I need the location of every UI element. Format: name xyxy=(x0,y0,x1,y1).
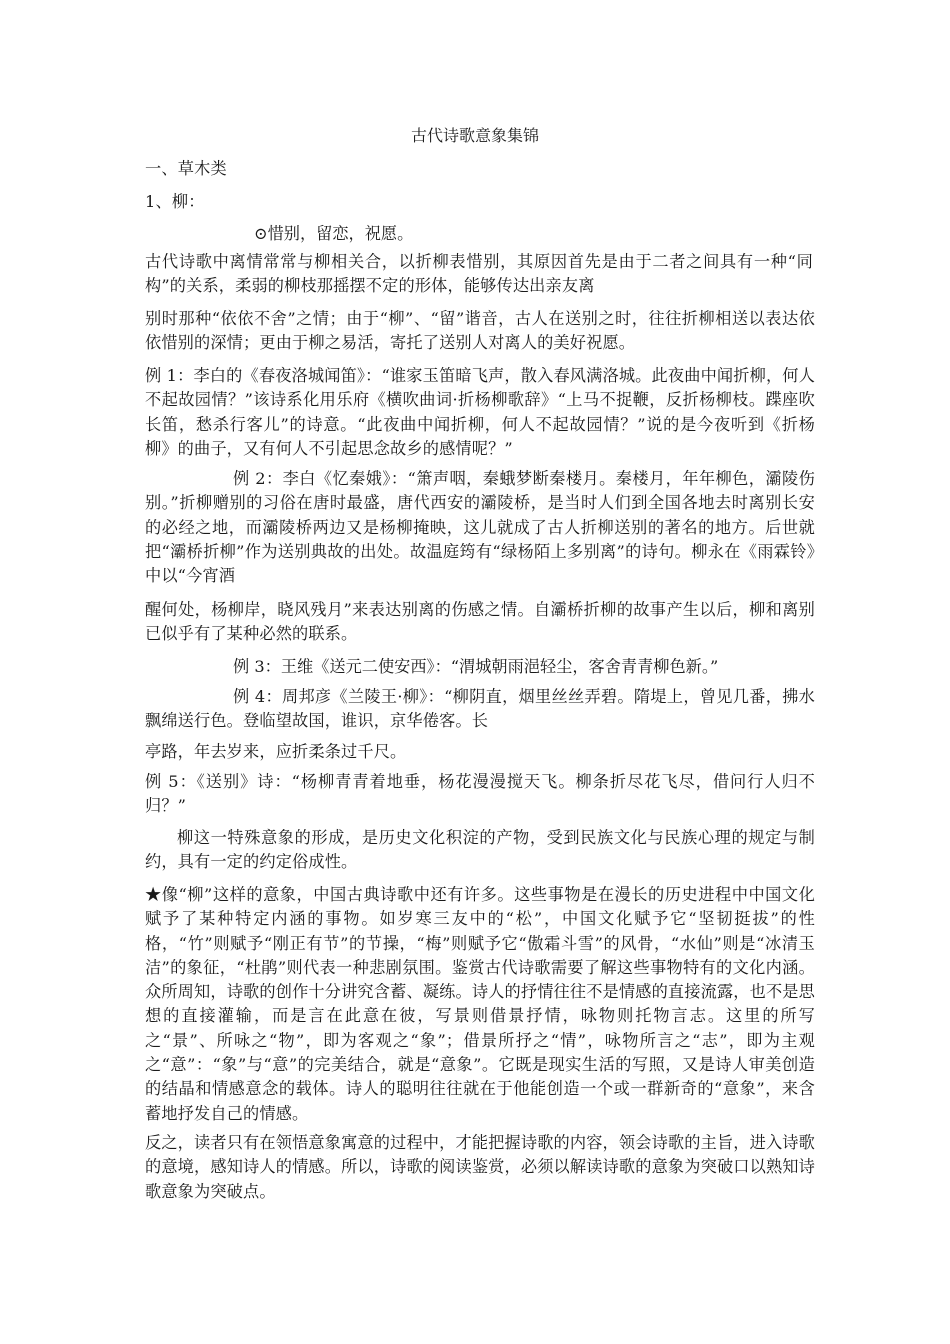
example-4-continued: 亭路，年去岁来，应折柔条过千尺。 xyxy=(145,742,407,761)
paragraph-5: 反之，读者只有在领悟意象寓意的过程中，才能把握诗歌的内容，领会诗歌的主旨，进入诗歌的意境，感知诗人的情感。所以，诗歌的阅读鉴赏，必须以解读诗歌的意象为突破口以熟知诗歌意象为突破点。 xyxy=(145,1133,815,1201)
example-4: 例 4：周邦彦《兰陵王·柳》：“柳阴直，烟里丝丝弄碧。隋堤上，曾见几番，拂水飘绵送行色。登临望故国，谁识，京华倦客。长 xyxy=(145,687,815,731)
item-heading: 1、柳： xyxy=(145,192,205,211)
paragraph-2: 别时那种“依依不舍”之情；由于“柳”、“留”谐音，古人在送别之时，往往折柳相送以表达依依惜别的深情；更由于柳之易活，寄托了送别人对离人的美好祝愿。 xyxy=(145,309,815,353)
example-1: 例 1：李白的《春夜洛城闻笛》：“谁家玉笛暗飞声，散入春风满洛城。此夜曲中闻折柳，何人不起故园情？”该诗系化用乐府《横吹曲词·折杨柳歌辞》“上马不捉鞭，反折杨柳枝。蹀座吹长笛，愁杀行客儿”的诗意。“此夜曲中闻折柳，何人不起故园情？”说的是今夜听到《折杨柳》的曲子，又有何人不引起思念故乡的感情呢？” xyxy=(145,366,815,458)
paragraph-4: ★像“柳”这样的意象，中国古典诗歌中还有许多。这些事物是在漫长的历史进程中中国文化赋予了某种特定内涵的事物。如岁寒三友中的“松”，中国文化赋予它“坚韧挺拔”的性格，“竹”则赋予“刚正有节”的节操，“梅”则赋予它“傲霜斗雪”的风骨，“水仙”则是“冰清玉洁”的象征，“杜鹃”则代表一种悲剧氛围。鉴赏古代诗歌需要了解这些事物特有的文化内涵。众所周知，诗歌的创作十分讲究含蓄、凝练。诗人的抒情往往不是情感的直接流露，也不是思想的直接灌输，而是言在此意在彼，写景则借景抒情，咏物则托物言志。这里的所写之“景”、所咏之“物”，即为客观之“象”；借景所抒之“情”，咏物所言之“志”，即为主观之“意”：“象”与“意”的完美结合，就是“意象”。它既是现实生活的写照，又是诗人审美创造的结晶和情感意念的载体。诗人的聪明往往就在于他能创造一个或一群新奇的“意象”，来含蓄地抒发自己的情感。 xyxy=(145,885,815,1123)
section-heading: 一、草木类 xyxy=(145,159,227,178)
example-3: 例 3：王维《送元二使安西》：“渭城朝雨浥轻尘，客舍青青柳色新。” xyxy=(233,657,719,676)
paragraph-1: 古代诗歌中离情常常与柳相关合，以折柳表惜别，其原因首先是由于二者之间具有一种“同构”的关系，柔弱的柳枝那摇摆不定的形体，能够传达出亲友离 xyxy=(145,252,813,296)
meaning-line: ⊙惜别，留恋，祝愿。 xyxy=(254,224,414,243)
example-5: 例 5：《送别》诗：“杨柳青青着地垂，杨花漫漫搅天飞。柳条折尽花飞尽，借问行人归不归？” xyxy=(145,772,815,816)
example-2-continued: 醒何处，杨柳岸，晓风残月”来表达别离的伤感之情。自灞桥折柳的故事产生以后，柳和离别已似乎有了某种必然的联系。 xyxy=(145,600,815,644)
paragraph-3: 柳这一特殊意象的形成，是历史文化积淀的产物，受到民族文化与民族心理的规定与制约，具有一定的约定俗成性。 xyxy=(145,828,815,872)
document-title: 古代诗歌意象集锦 xyxy=(410,126,539,145)
example-2: 例 2：李白《忆秦娥》：“箫声咽，秦蛾梦断秦楼月。秦楼月，年年柳色，灞陵伤别。”折柳赠别的习俗在唐时最盛，唐代西安的灞陵桥，是当时人们到全国各地去时离别长安的必经之地，而灞陵桥两边又是杨柳掩映，这儿就成了古人折柳送别的著名的地方。后世就把“灞桥折柳”作为送别典故的出处。故温庭筠有“绿杨陌上多别离”的诗句。柳永在《雨霖铃》中以“今宵酒 xyxy=(145,469,815,586)
